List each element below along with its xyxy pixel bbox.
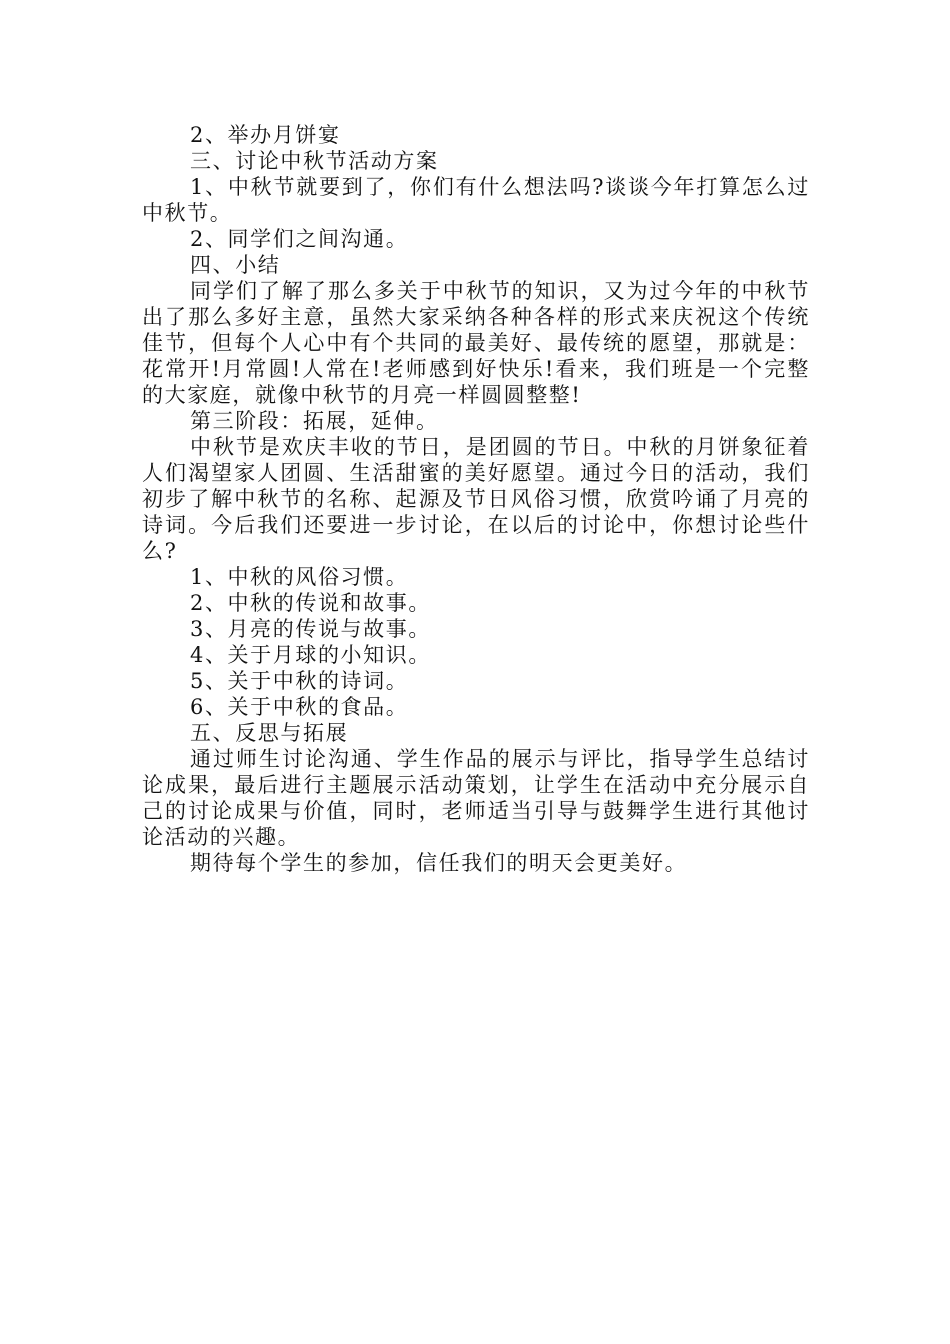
extension-paragraph: 中秋节是欢庆丰收的节日，是团圆的节日。中秋的月饼象征着人们渴望家人团圆、生活甜蜜的美好愿望。通过今日的活动，我们初步了解中秋节的名称、起源及节日风俗习惯，欣赏吟诵了月亮的诗词。今后我们还要进一步讨论，在以后的讨论中，你想讨论些什么? <box>142 435 810 563</box>
list-item-legends: 2、中秋的传说和故事。 <box>190 591 431 615</box>
summary-paragraph: 同学们了解了那么多关于中秋节的知识，又为过今年的中秋节出了那么多好主意，虽然大家采纳各种各样的形式来庆祝这个传统佳节，但每个人心中有个共同的最美好、最传统的愿望，那就是：花常开!月常圆!人常在!老师感到好快乐!看来，我们班是一个完整的大家庭，就像中秋节的月亮一样圆圆整整! <box>142 279 810 407</box>
list-item-moon-legends: 3、月亮的传说与故事。 <box>190 617 431 641</box>
closing-paragraph: 期待每个学生的参加，信任我们的明天会更美好。 <box>190 851 688 875</box>
section-heading-summary: 四、小结 <box>190 253 281 277</box>
list-item-communication: 2、同学们之间沟通。 <box>190 227 409 251</box>
section-heading-discussion-plan: 三、讨论中秋节活动方案 <box>190 149 439 173</box>
section-heading-reflection: 五、反思与拓展 <box>190 721 349 745</box>
document-body <box>142 122 810 876</box>
reflection-paragraph: 通过师生讨论沟通、学生作品的展示与评比，指导学生总结讨论成果，最后进行主题展示活动策划，让学生在活动中充分展示自己的讨论成果与价值，同时，老师适当引导与鼓舞学生进行其他讨论活动的兴趣。 <box>142 747 810 849</box>
list-item-ideas: 1、中秋节就要到了，你们有什么想法吗?谈谈今年打算怎么过中秋节。 <box>142 175 810 225</box>
list-item-moon-knowledge: 4、关于月球的小知识。 <box>190 643 431 667</box>
stage-heading-extension: 第三阶段：拓展，延伸。 <box>190 409 439 433</box>
list-item-food: 6、关于中秋的食品。 <box>190 695 409 719</box>
list-item-mooncake-banquet: 2、举办月饼宴 <box>190 123 341 147</box>
list-item-poems: 5、关于中秋的诗词。 <box>190 669 409 693</box>
list-item-customs: 1、中秋的风俗习惯。 <box>190 565 409 589</box>
